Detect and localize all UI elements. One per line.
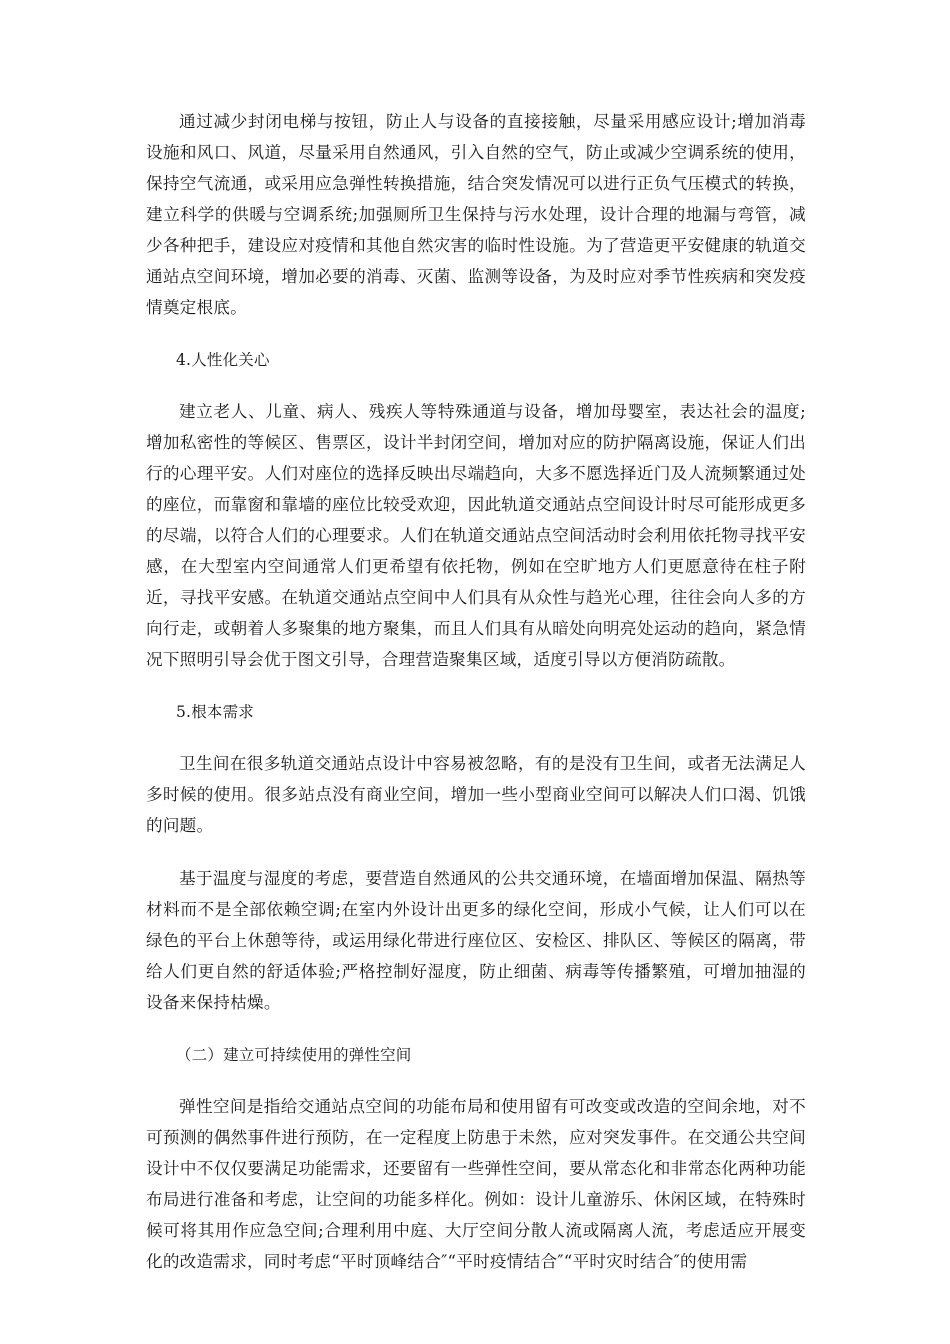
paragraph-flexible-space: 弹性空间是指给交通站点空间的功能布局和使用留有可改变或改造的空间余地，对不可预测的偶然事件进行预防，在一定程度上防患于未然，应对突发事件。在交通公共空间设计中不仅仅要满足功能需求，还要留有一些弹性空间，要从常态化和非常态化两种功能布局进行准备和考虑，让空间的功能多样化。例如：设计儿童游乐、休闲区域，在特殊时候可将其用作应急空间;合理利用中庭、大厅空间分散人流或隔离人流，考虑适应开展变化的改造需求，同时考虑“平时顶峰结合″“平时疫情结合″“平时灾时结合″的使用需 bbox=[146, 1097, 806, 1271]
paragraph-restroom: 卫生间在很多轨道交通站点设计中容易被忽略，有的是没有卫生间，或者无法满足人多时候的使用。很多站点没有商业空间，增加一些小型商业空间可以解决人们口渴、饥饿的问题。 bbox=[146, 754, 806, 835]
document-page bbox=[146, 106, 806, 1277]
paragraph-disinfection: 通过减少封闭电梯与按钮，防止人与设备的直接接触，尽量采用感应设计;增加消毒设施和风口、风道，尽量采用自然通风，引入自然的空气，防止或减少空调系统的使用，保持空气流通，或采用应急弹性转换措施，结合突发情况可以进行正负气压模式的转换，建立科学的供暖与空调系统;加强厕所卫生保持与污水处理，设计合理的地漏与弯管，减少各种把手，建设应对疫情和其他自然灾害的临时性设施。为了营造更平安健康的轨道交通站点空间环境，增加必要的消毒、灭菌、监测等设备，为及时应对季节性疾病和突发疫情奠定根底。 bbox=[146, 112, 806, 317]
heading-basic-needs: 5.根本需求 bbox=[176, 703, 254, 721]
heading-humanized-care: 4.人性化关心 bbox=[176, 351, 270, 369]
paragraph-special-facilities: 建立老人、儿童、病人、残疾人等特殊通道与设备，增加母婴室，表达社会的温度;增加私密性的等候区、售票区，设计半封闭空间，增加对应的防护隔离设施，保证人们出行的心理平安。人们对座位的选择反映出尽端趋向，大多不愿选择近门及人流频繁通过处的座位，而靠窗和靠墙的座位比较受欢迎，因此轨道交通站点空间设计时尽可能形成更多的尽端，以符合人们的心理要求。人们在轨道交通站点空间活动时会利用依托物寻找平安感，在大型室内空间通常人们更希望有依托物，例如在空旷地方人们更愿意待在柱子附近，寻找平安感。在轨道交通站点空间中人们具有从众性与趋光心理，往往会向人多的方向行走，或朝着人多聚集的地方聚集，而且人们具有从暗处向明亮处运动的趋向，紧急情况下照明引导会优于图文引导，合理营造聚集区域，适度引导以方便消防疏散。 bbox=[146, 402, 806, 669]
paragraph-temperature-humidity: 基于温度与湿度的考虑，要营造自然通风的公共交通环境，在墙面增加保温、隔热等材料而不是全部依赖空调;在室内外设计出更多的绿化空间，形成小气候，让人们可以在绿色的平台上休憩等待，或运用绿化带进行座位区、安检区、排队区、等候区的隔离，带给人们更自然的舒适体验;严格控制好湿度，防止细菌、病毒等传播繁殖，可增加抽湿的设备来保持枯燥。 bbox=[146, 869, 806, 1012]
heading-flexible-space: （二）建立可持续使用的弹性空间 bbox=[176, 1046, 412, 1064]
